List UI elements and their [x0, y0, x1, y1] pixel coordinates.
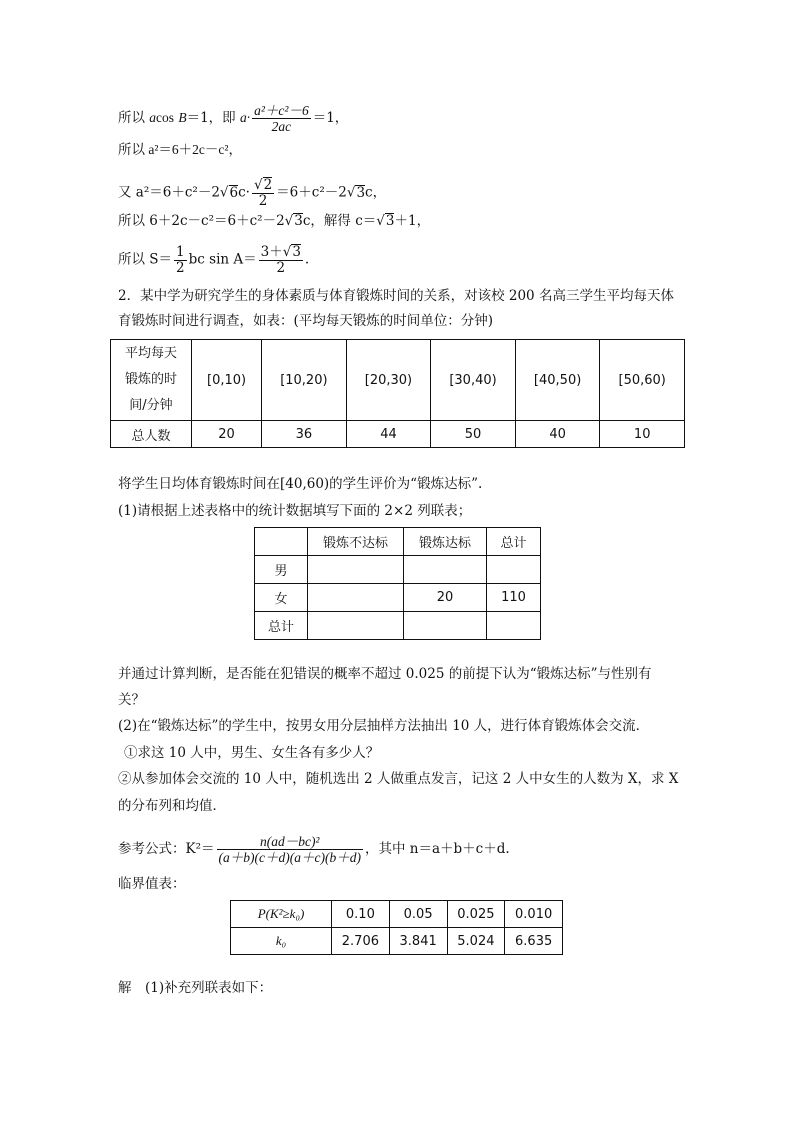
table-cell: 3.841	[389, 928, 447, 955]
row-label: 总人数	[111, 421, 192, 448]
count-cell: 36	[262, 421, 347, 448]
table-cell	[308, 612, 404, 640]
count-cell: 20	[192, 421, 262, 448]
table-row	[231, 901, 563, 928]
table-row	[231, 928, 563, 955]
table-header-label: 平均每天 锻炼的时 间/分钟	[111, 340, 192, 421]
answer-line: 解 (1)补充列联表如下：	[118, 980, 273, 996]
formula-fraction: $\frac{\text{n(ad－bc)²}}{(a+b)(c+d)(a+c)(b+d)}$	[218, 834, 361, 865]
problem-intro-line-2: 育锻炼时间进行调查，如表：(平均每天锻炼的时间单位：分钟)	[118, 313, 494, 329]
table-cell: 20	[404, 584, 487, 612]
solution-line-1: 所以 acos B＝1，即 a· $\frac{\text{a²＋c²－6}}{2ac}$ ＝1，	[118, 103, 349, 134]
interval-cell: [0,10)	[192, 340, 262, 421]
table-row	[111, 421, 685, 448]
count-cell: 44	[346, 421, 431, 448]
interval-cell: [30,40)	[431, 340, 516, 421]
fraction: $\frac{\text{a²＋c²－6}}{2ac}$	[254, 103, 309, 134]
table-cell	[255, 528, 308, 556]
reference-formula: 参考公式：K²＝ $\frac{\text{n(ad－bc)²}}{(a+b)(c+d)(a+c)(b+d)}$ ，其中 n＝a＋b＋c＋d.	[118, 834, 510, 865]
table-cell: 6.635	[505, 928, 563, 955]
table-row	[255, 556, 541, 584]
interval-cell: [50,60)	[600, 340, 685, 421]
table-cell: 0.10	[332, 901, 390, 928]
solution-line-4: 所以 6＋2c－c²＝6＋c²－2√3c，解得 c＝√3＋1，	[118, 213, 431, 229]
contingency-table	[254, 527, 541, 640]
table-cell: 0.025	[447, 901, 505, 928]
solution-line-3: 又 a²＝6＋c²－2√6c· $\frac{√2}{2}$ ＝6＋c²－2√3c，	[118, 177, 387, 209]
solution-line-5: 所以 S＝ $\frac{1}{2}$ bc sin A＝ $\frac{3+√3}{2}$ .	[118, 243, 310, 276]
table-cell: 0.05	[389, 901, 447, 928]
table-cell	[308, 584, 404, 612]
table-cell	[487, 612, 541, 640]
table-cell: 5.024	[447, 928, 505, 955]
count-cell: 10	[600, 421, 685, 448]
table-row	[255, 528, 541, 556]
exercise-time-table	[110, 339, 685, 448]
table-row	[255, 584, 541, 612]
table-header: 锻炼达标	[404, 528, 487, 556]
table-cell	[404, 556, 487, 584]
criterion-text: 将学生日均体育锻炼时间在[40,60)的学生评价为“锻炼达标”.	[118, 476, 483, 492]
solution-line-2: 所以 a²＝6＋2c－c²，	[118, 142, 242, 157]
table-header: 总计	[487, 528, 541, 556]
table-cell: 110	[487, 584, 541, 612]
critical-value-table	[230, 900, 563, 955]
table-cell	[308, 556, 404, 584]
table-cell	[487, 556, 541, 584]
interval-cell: [20,30)	[346, 340, 431, 421]
table-cell: 女	[255, 584, 308, 612]
question-2-part-ii-line-2: 的分布列和均值．	[118, 798, 226, 814]
table-header: 锻炼不达标	[308, 528, 404, 556]
table-cell: 总计	[255, 612, 308, 640]
interval-cell: [10,20)	[262, 340, 347, 421]
count-cell: 40	[515, 421, 600, 448]
table-row	[255, 612, 541, 640]
question-1: (1)请根据上述表格中的统计数据填写下面的 2×2 列联表；	[118, 503, 472, 519]
table-row	[111, 340, 685, 421]
question-1-cont-line-2: 关？	[118, 692, 145, 708]
question-2: (2)在“锻炼达标”的学生中，按男女用分层抽样方法抽出 10 人，进行体育锻炼体会交流．	[118, 718, 650, 734]
table-cell: 2.706	[332, 928, 390, 955]
count-cell: 50	[431, 421, 516, 448]
question-2-part-i: ①求这 10 人中，男生、女生各有多少人？	[124, 745, 380, 761]
table-cell: 0.010	[505, 901, 563, 928]
interval-cell: [40,50)	[515, 340, 600, 421]
problem-intro-line-1: 2．某中学为研究学生的身体素质与体育锻炼时间的关系，对该校 200 名高三学生平均每天体	[118, 288, 674, 304]
table-cell: 男	[255, 556, 308, 584]
table-cell	[404, 612, 487, 640]
question-1-cont-line-1: 并通过计算判断，是否能在犯错误的概率不超过 0.025 的前提下认为“锻炼达标”与性别有	[118, 666, 652, 682]
row-label: P(K²≥k₀)	[231, 901, 332, 928]
question-2-part-ii-line-1: ②从参加体会交流的 10 人中，随机选出 2 人做重点发言，记这 2 人中女生的人数为 X，求 X	[118, 771, 679, 787]
row-label: k₀	[231, 928, 332, 955]
critical-value-label: 临界值表：	[118, 876, 186, 892]
